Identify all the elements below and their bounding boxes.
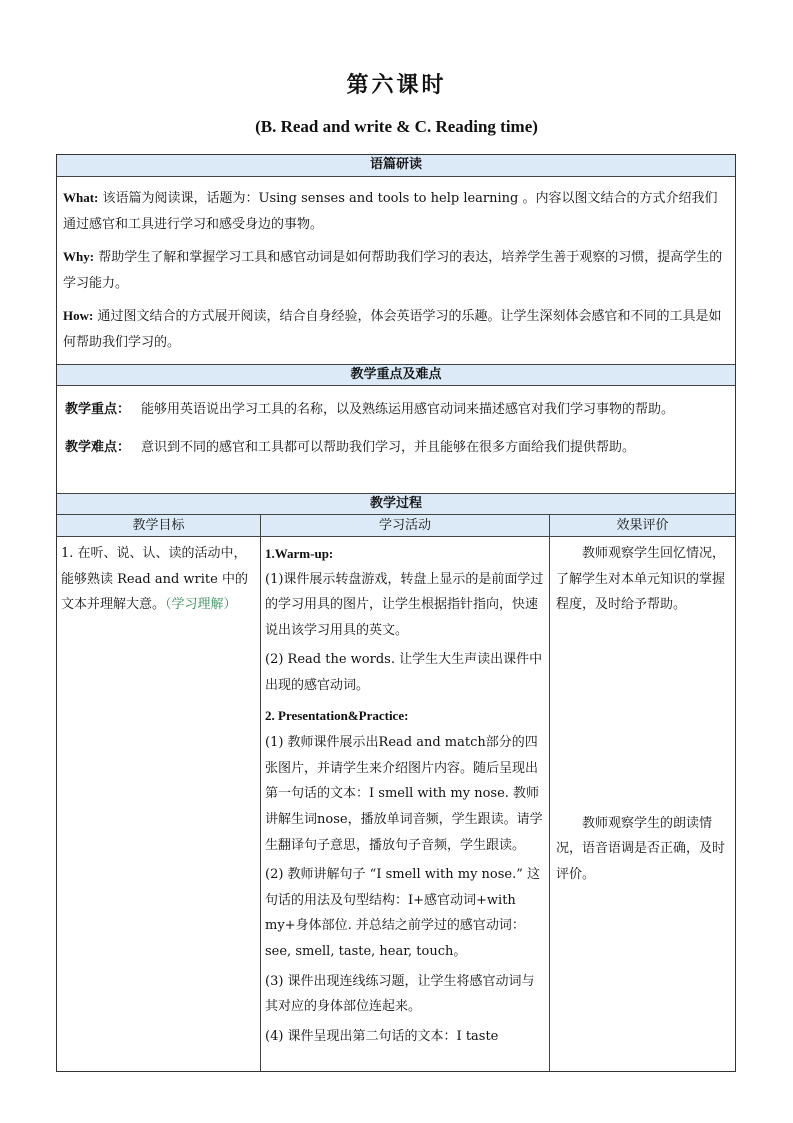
key-point-text: 能够用英语说出学习工具的名称，以及熟练运用感官动词来描述感官对我们学习事物的帮助。 bbox=[141, 402, 675, 417]
goals-cell bbox=[57, 539, 260, 618]
warmup-item-1: (1)课件展示转盘游戏，转盘上显示的是前面学过的学习用具的图片，让学生根据指针指向，快速说出该学习用具的英文。 bbox=[265, 571, 544, 638]
key-point-row bbox=[57, 397, 735, 423]
difficulty-text: 意识到不同的感官和工具都可以帮助我们学习，并且能够在很多方面给我们提供帮助。 bbox=[141, 440, 636, 455]
column-header-activities: 学习活动 bbox=[378, 518, 431, 533]
what-text: 该语篇为阅读课，话题为：Using senses and tools to help learning 。内容以图文结合的方式介绍我们通过感官和工具进行学习和感受身边的事物。 bbox=[63, 191, 718, 232]
section-heading-text-analysis: 语篇研读 bbox=[57, 155, 735, 177]
goal-text: 1. 在听、说、认、读的活动中，能够熟读 Read and write 中的文本并理解大意。 bbox=[61, 546, 248, 613]
difficulty-label: 教学难点： bbox=[65, 440, 131, 455]
presentation-item-2: (2) 教师讲解句子 “I smell with my nose.” 这句话的用法及句型结构：I+感官动词+with my+身体部位. 并总结之前学过的感官动词：see, smell, taste, hear, touch。 bbox=[265, 867, 541, 959]
lesson-plan-table bbox=[56, 154, 736, 1072]
how-text: 通过图文结合的方式展开阅读，结合自身经验，体会英语学习的乐趣。让学生深刻体会感官和不同的工具是如何帮助我们学习的。 bbox=[63, 309, 722, 350]
text-analysis-block bbox=[57, 185, 735, 356]
why-label: Why: bbox=[63, 249, 95, 264]
activities-cell bbox=[261, 539, 549, 1049]
column-header-goals: 教学目标 bbox=[132, 518, 185, 533]
evaluation-text-1: 教师观察学生回忆情况，了解学生对本单元知识的掌握程度，及时给予帮助。 bbox=[556, 546, 726, 613]
what-label: What: bbox=[63, 190, 99, 205]
key-points-block bbox=[57, 397, 735, 461]
difficulty-row bbox=[57, 435, 735, 461]
page-subtitle: (B. Read and write & C. Reading time) bbox=[255, 117, 538, 136]
goal-paragraph bbox=[61, 541, 254, 618]
evaluation-cell bbox=[550, 539, 735, 888]
key-point-label: 教学重点： bbox=[65, 402, 131, 417]
why-text: 帮助学生了解和掌握学习工具和感官动词是如何帮助我们学习的表达，培养学生善于观察的习惯，提高学生的学习能力。 bbox=[63, 250, 723, 291]
presentation-item-3: (3) 课件出现连线练习题，让学生将感官动词与其对应的身体部位连起来。 bbox=[265, 973, 535, 1015]
column-header-evaluation: 效果评价 bbox=[616, 518, 669, 533]
presentation-title: 2. Presentation&Practice: bbox=[265, 707, 409, 723]
goal-tag: （学习理解） bbox=[165, 597, 237, 613]
presentation-item-4: (4) 课件呈现出第二句话的文本：I taste bbox=[265, 1028, 499, 1044]
how-paragraph bbox=[57, 303, 735, 356]
process-column-header bbox=[57, 515, 735, 537]
evaluation-text-2: 教师观察学生的朗读情况，语音语调是否正确，及时评价。 bbox=[556, 815, 726, 882]
section-heading-key-points: 教学重点及难点 bbox=[57, 364, 735, 386]
section-heading-teaching-process: 教学过程 bbox=[57, 493, 735, 515]
what-paragraph bbox=[57, 185, 735, 238]
page-title: 第六课时 bbox=[346, 72, 447, 98]
how-label: How: bbox=[63, 308, 94, 323]
warmup-item-2: (2) Read the words. 让学生大生声读出课件中出现的感官动词。 bbox=[265, 652, 543, 693]
warmup-title: 1.Warm-up: bbox=[265, 546, 334, 561]
presentation-item-1: (1) 教师课件展示出Read and match部分的四张图片，并请学生来介绍图片内容。随后呈现出第一句话的文本：I smell with my nose. 教师讲解生词nose，播放单词音频，学生跟读。请学生翻译句子意思，播放句子音频，学生跟读。 bbox=[265, 735, 543, 853]
why-paragraph bbox=[57, 244, 735, 297]
